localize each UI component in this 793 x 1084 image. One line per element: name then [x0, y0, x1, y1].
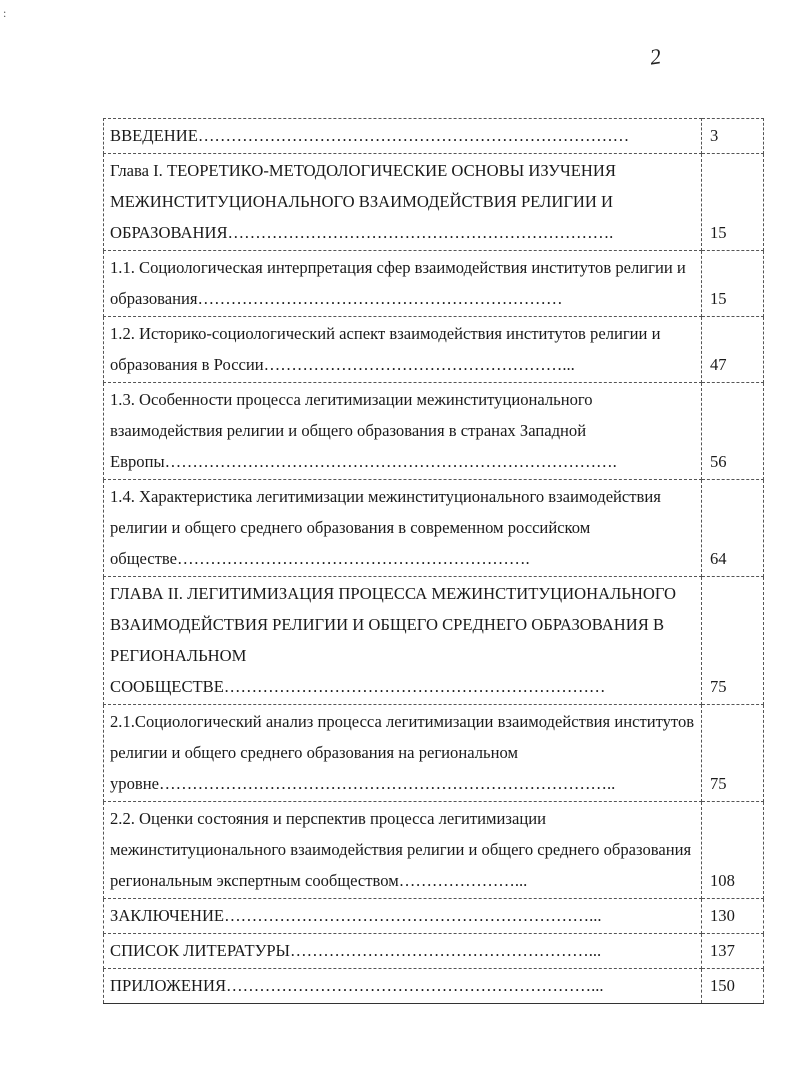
toc-entry-page: 15 [702, 251, 764, 317]
toc-entry-page: 47 [702, 317, 764, 383]
toc-entry-page: 56 [702, 383, 764, 480]
toc-entry-page: 75 [702, 577, 764, 705]
toc-entry-title: ВВЕДЕНИЕ…………………………………………………………………… [104, 119, 702, 154]
toc-entry-page: 15 [702, 154, 764, 251]
toc-entry-title: 1.3. Особенности процесса легитимизации межинституционального взаимодействия религии и общего образования в странах Западной Европы………………………………………………………………………. [104, 383, 702, 480]
toc-entry-page: 3 [702, 119, 764, 154]
toc-row-section-1-1 [104, 251, 764, 317]
toc-row-section-1-3 [104, 383, 764, 480]
toc-row-appendices [104, 969, 764, 1004]
toc-row-section-1-2 [104, 317, 764, 383]
toc-row-conclusion [104, 899, 764, 934]
toc-row-section-2-1 [104, 705, 764, 802]
corner-mark: : [3, 6, 7, 20]
toc-entry-page: 137 [702, 934, 764, 969]
toc-entry-page: 108 [702, 802, 764, 899]
toc-entry-title: 1.2. Историко-социологический аспект взаимодействия институтов религии и образования в России………………………………………………... [104, 317, 702, 383]
toc-row-bibliography [104, 934, 764, 969]
toc-entry-title: 2.1.Социологический анализ процесса легитимизации взаимодействия институтов религии и общего среднего образования на региональном уровне……………………………………………………………………….. [104, 705, 702, 802]
toc-entry-title: 1.4. Характеристика легитимизации межинституционального взаимодействия религии и общего среднего образования в современном российском обществе………………………………………………………. [104, 480, 702, 577]
toc-row-chapter-2 [104, 577, 764, 705]
toc-entry-page: 64 [702, 480, 764, 577]
toc-entry-title: 2.2. Оценки состояния и перспектив процесса легитимизации межинституционального взаимодействия религии и общего среднего образования региональным экспертным сообществом…………………... [104, 802, 702, 899]
toc-entry-page: 75 [702, 705, 764, 802]
toc-entry-page: 150 [702, 969, 764, 1004]
toc-row-chapter-1 [104, 154, 764, 251]
toc-entry-title: Глава I. ТЕОРЕТИКО-МЕТОДОЛОГИЧЕСКИЕ ОСНОВЫ ИЗУЧЕНИЯ МЕЖИНСТИТУЦИОНАЛЬНОГО ВЗАИМОДЕЙСТВИЯ РЕЛИГИИ И ОБРАЗОВАНИЯ……………………………………………………………. [104, 154, 702, 251]
toc-entry-title: ЗАКЛЮЧЕНИЕ…………………………………………………………... [104, 899, 702, 934]
toc-entry-title: ГЛАВА II. ЛЕГИТИМИЗАЦИЯ ПРОЦЕССА МЕЖИНСТИТУЦИОНАЛЬНОГО ВЗАИМОДЕЙСТВИЯ РЕЛИГИИ И ОБЩЕГО СРЕДНЕГО ОБРАЗОВАНИЯ В РЕГИОНАЛЬНОМ СООБЩЕСТВЕ…………………………………………………………… [104, 577, 702, 705]
table-of-contents [103, 118, 764, 1004]
toc-row-introduction [104, 119, 764, 154]
toc-row-section-1-4 [104, 480, 764, 577]
toc-entry-page: 130 [702, 899, 764, 934]
toc-entry-title: 1.1. Социологическая интерпретация сфер взаимодействия институтов религии и образования………………………………………………………… [104, 251, 702, 317]
toc-row-section-2-2 [104, 802, 764, 899]
handwritten-page-number: 2 [648, 43, 662, 70]
toc-entry-title: СПИСОК ЛИТЕРАТУРЫ………………………………………………... [104, 934, 702, 969]
toc-entry-title: ПРИЛОЖЕНИЯ…………………………………………………………... [104, 969, 702, 1004]
